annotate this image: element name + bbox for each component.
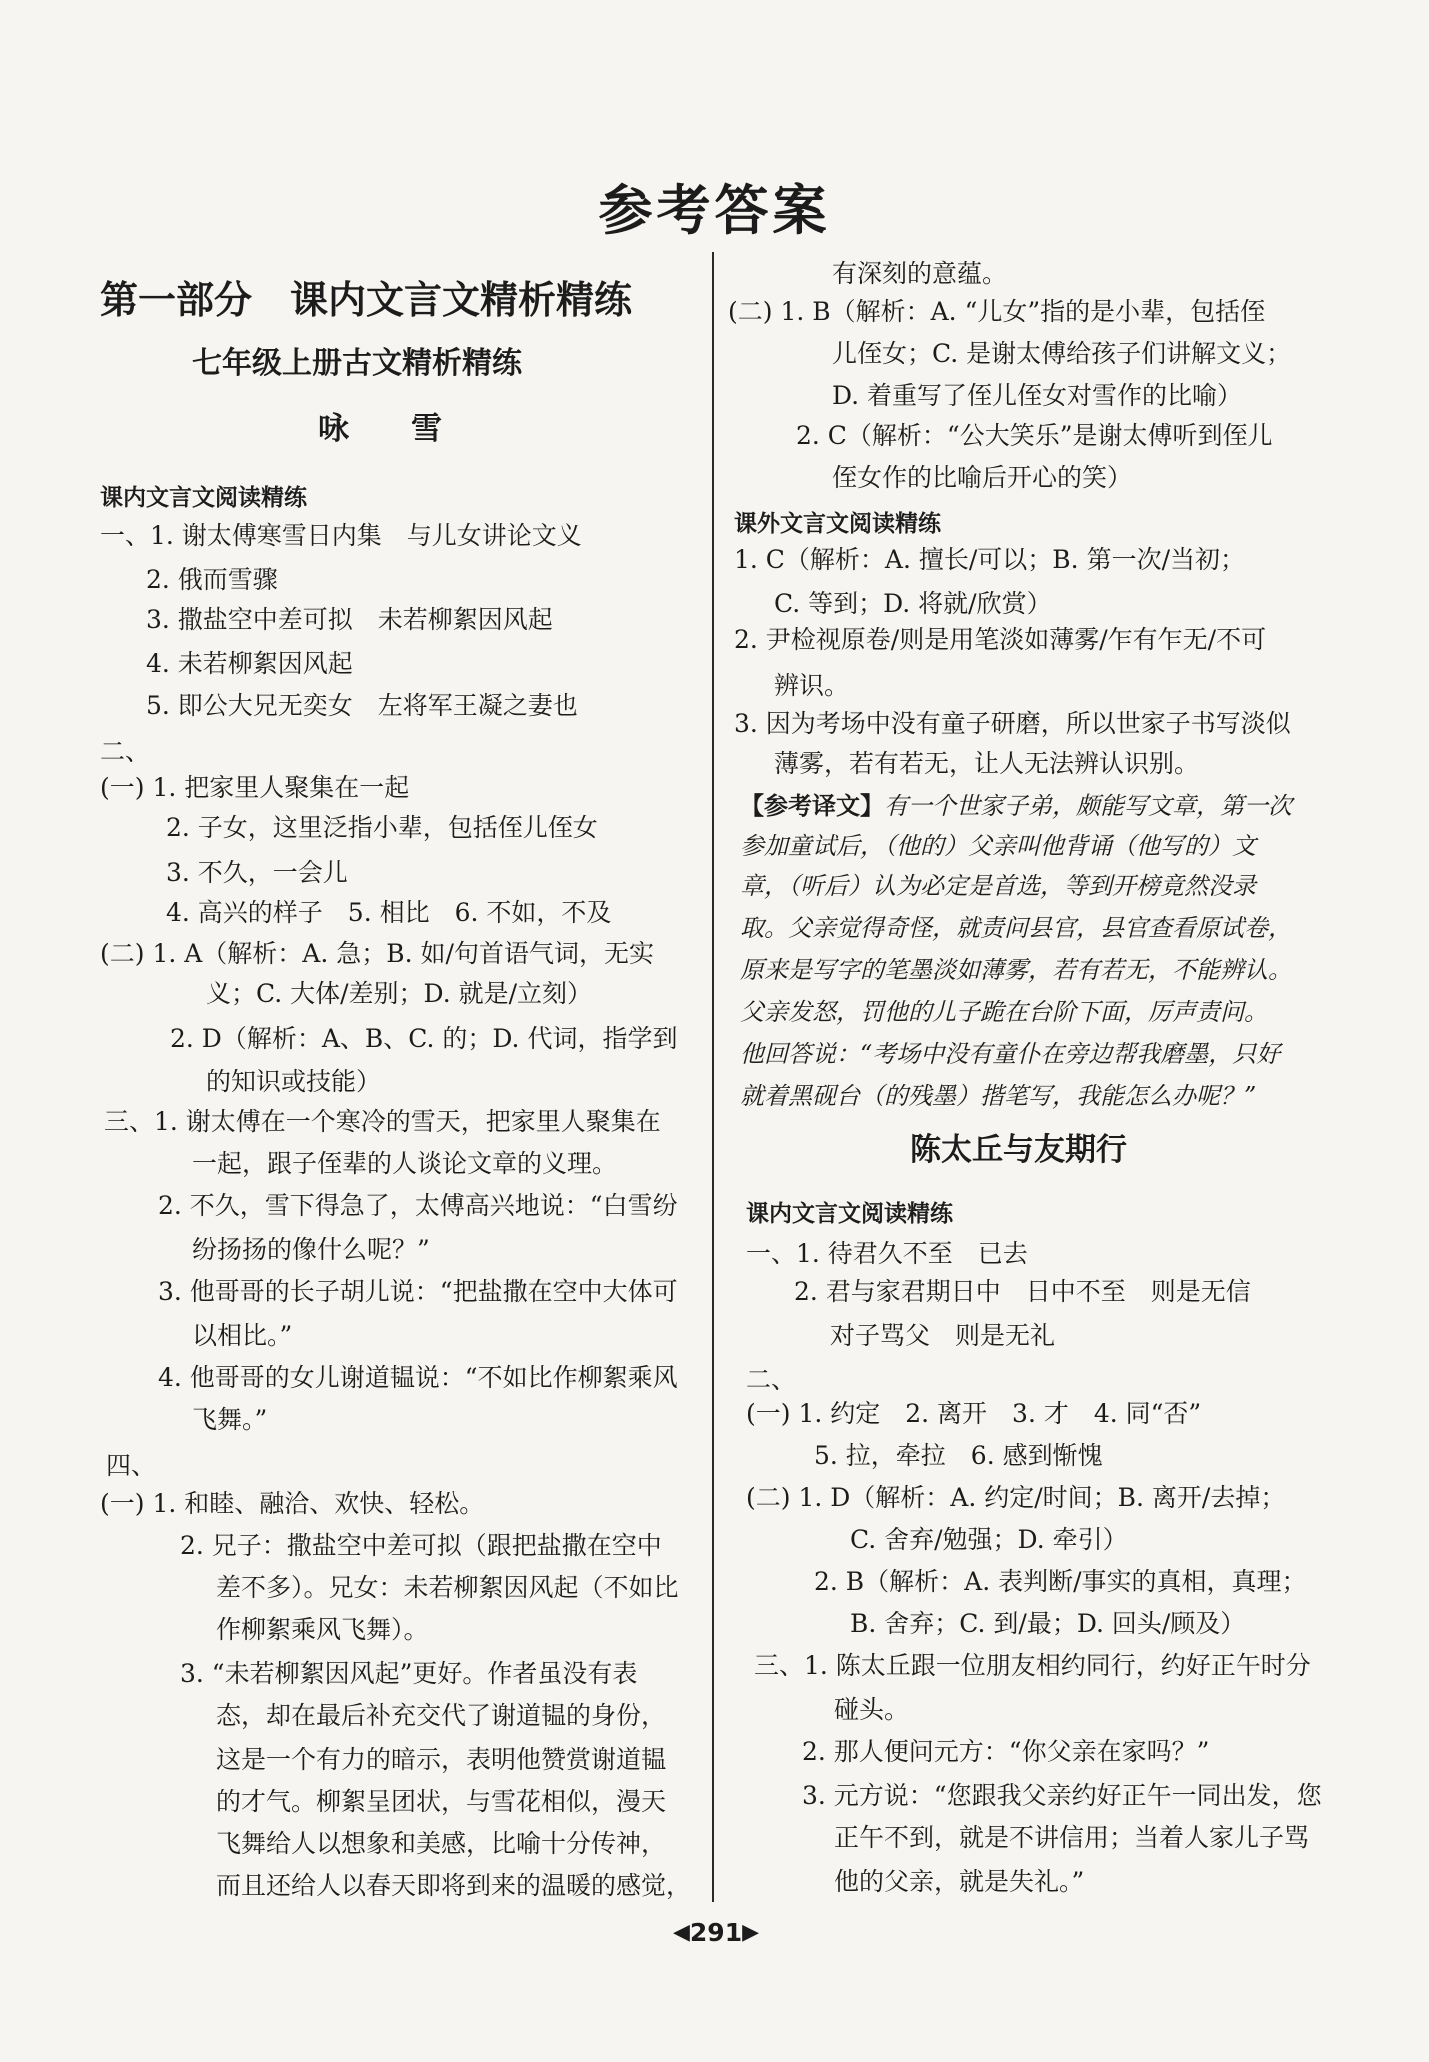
translation-line: 参加童试后，（他的）父亲叫他背诵（他写的）文	[740, 832, 1256, 860]
page-title: 参考答案	[598, 179, 831, 242]
answer-line: 一、1. 待君久不至 已去	[746, 1239, 1028, 1268]
translation-line: 他回答说：“考场中没有童仆在旁边帮我磨墨，只好	[740, 1040, 1281, 1068]
grade-subtitle: 七年级上册古文精析精练	[192, 346, 522, 381]
answer-line: 2. 不久，雪下得急了，太傅高兴地说：“白雪纷	[158, 1191, 678, 1220]
answer-line: 2. C（解析：“公大笑乐”是谢太傅听到侄儿	[796, 421, 1273, 450]
translation-line	[740, 790, 1292, 822]
left-arrow-icon: ◀	[672, 1919, 690, 1945]
answer-line: 3. 他哥哥的长子胡儿说：“把盐撒在空中大体可	[158, 1277, 678, 1306]
translation-label: 【参考译文】	[740, 792, 884, 820]
answer-line: 对子骂父 则是无礼	[830, 1321, 1056, 1350]
answer-line: 薄雾，若有若无，让人无法辨认识别。	[774, 749, 1200, 778]
answer-line: B. 舍弃；C. 到/最；D. 回头/顾及）	[850, 1609, 1246, 1638]
translation-line: 就着黑砚台（的残墨）揩笔写，我能怎么办呢？”	[740, 1082, 1257, 1110]
answer-line: 作柳絮乘风飞舞）。	[216, 1615, 429, 1644]
page-number-text: 291	[689, 1917, 743, 1947]
answer-line: 5. 即公大兄无奕女 左将军王凝之妻也	[146, 691, 578, 720]
answer-line: 二、	[746, 1365, 797, 1394]
answer-line: 3. 因为考场中没有童子研磨，所以世家子书写淡似	[734, 709, 1291, 738]
right-arrow-icon: ▶	[742, 1919, 760, 1945]
answer-line: 3. “未若柳絮因风起”更好。作者虽没有表	[180, 1659, 638, 1688]
part-heading: 第一部分 课内文言文精析精练	[100, 278, 633, 322]
answer-line: D. 着重写了侄儿侄女对雪作的比喻）	[832, 381, 1243, 410]
page-number	[674, 1914, 758, 1950]
answer-line: 4. 他哥哥的女儿谢道韫说：“不如比作柳絮乘风	[158, 1363, 678, 1392]
answer-line: (二) 1. B（解析：A. “儿女”指的是小辈，包括侄	[728, 297, 1266, 326]
column-divider	[712, 252, 714, 1902]
answer-line: 4. 高兴的样子 5. 相比 6. 不如，不及	[166, 898, 612, 927]
answer-line: 三、1. 谢太傅在一个寒冷的雪天，把家里人聚集在	[104, 1107, 661, 1136]
answer-line: 侄女作的比喻后开心的笑）	[832, 463, 1133, 492]
answer-line: 这是一个有力的暗示，表明他赞赏谢道韫	[216, 1745, 667, 1774]
answer-line: 碰头。	[834, 1695, 910, 1724]
answer-line: (二) 1. A（解析：A. 急；B. 如/句首语气词，无实	[100, 939, 654, 968]
answer-line: 2. 君与家君期日中 日中不至 则是无信	[794, 1277, 1251, 1306]
answer-line: 他的父亲，就是失礼。”	[834, 1867, 1085, 1896]
answer-line: 而且还给人以春天即将到来的温暖的感觉，	[216, 1871, 692, 1900]
section-heading: 课内文言文阅读精练	[100, 485, 307, 511]
answer-line: 义；C. 大体/差别；D. 就是/立刻）	[206, 979, 593, 1008]
answer-line: 态，却在最后补充交代了谢道韫的身份，	[216, 1701, 667, 1730]
answer-line: 飞舞给人以想象和美感，比喻十分传神，	[216, 1829, 667, 1858]
translation-line: 取。父亲觉得奇怪，就责问县官，县官查看原试卷，	[740, 914, 1292, 942]
answer-line: 差不多）。兄女：未若柳絮因风起（不如比	[216, 1573, 679, 1602]
answer-line: (一) 1. 把家里人聚集在一起	[100, 773, 410, 802]
answer-line: 二、	[100, 737, 151, 766]
answer-line: 3. 撒盐空中差可拟 未若柳絮因风起	[146, 605, 553, 634]
answer-line: 飞舞。”	[192, 1405, 268, 1434]
answer-line: (一) 1. 约定 2. 离开 3. 才 4. 同“否”	[746, 1399, 1202, 1428]
answer-line: (一) 1. 和睦、融洽、欢快、轻松。	[100, 1489, 485, 1518]
answer-line: 2. 子女，这里泛指小辈，包括侄儿侄女	[166, 813, 598, 842]
answer-line: 1. C（解析：A. 擅长/可以；B. 第一次/当初；	[734, 545, 1245, 574]
answer-line: 3. 元方说：“您跟我父亲约好正午一同出发，您	[802, 1781, 1322, 1810]
answer-line: 3. 不久，一会儿	[166, 858, 348, 887]
answer-line: 正午不到，就是不讲信用；当着人家儿子骂	[834, 1823, 1310, 1852]
answer-line: 2. 那人便问元方：“你父亲在家吗？”	[802, 1737, 1210, 1766]
answer-line: 一、1. 谢太傅寒雪日内集 与儿女讲论文义	[100, 521, 582, 550]
answer-line: 5. 拉，牵拉 6. 感到惭愧	[814, 1441, 1103, 1470]
answer-line: C. 等到；D. 将就/欣赏）	[774, 589, 1052, 618]
answer-line: 四、	[106, 1451, 157, 1480]
section-heading: 课外文言文阅读精练	[734, 511, 941, 537]
answer-line: 儿侄女；C. 是谢太傅给孩子们讲解文义；	[832, 339, 1292, 368]
answer-line: 2. 俄而雪骤	[146, 565, 278, 594]
answer-line: (二) 1. D（解析：A. 约定/时间；B. 离开/去掉；	[746, 1483, 1286, 1512]
answer-line: 辨识。	[774, 671, 850, 700]
answer-line: 2. 尹检视原卷/则是用笔淡如薄雾/乍有乍无/不可	[734, 625, 1267, 654]
answer-line: 4. 未若柳絮因风起	[146, 649, 353, 678]
section-heading: 课内文言文阅读精练	[746, 1201, 953, 1227]
answer-line: 有深刻的意蕴。	[832, 259, 1008, 288]
answer-line: 纷扬扬的像什么呢？”	[192, 1235, 430, 1264]
answer-line: 2. B（解析：A. 表判断/事实的真相，真理；	[814, 1567, 1307, 1596]
answer-line: 2. D（解析：A、B、C. 的；D. 代词，指学到	[170, 1024, 678, 1053]
lesson-title: 陈太丘与友期行	[910, 1132, 1127, 1168]
translation-text: 有一个世家子弟，颇能写文章，第一次	[884, 792, 1292, 820]
translation-line: 章，（听后）认为必定是首选，等到开榜竟然没录	[740, 872, 1256, 900]
answer-line: 的才气。柳絮呈团状，与雪花相似，漫天	[216, 1787, 667, 1816]
answer-line: 三、1. 陈太丘跟一位朋友相约同行，约好正午时分	[754, 1651, 1311, 1680]
translation-line: 原来是写字的笔墨淡如薄雾，若有若无，不能辨认。	[740, 956, 1292, 984]
answer-line: C. 舍弃/勉强；D. 牵引）	[850, 1525, 1128, 1554]
translation-line: 父亲发怒，罚他的儿子跪在台阶下面，厉声责问。	[740, 998, 1268, 1026]
lesson-title: 咏 雪	[318, 411, 442, 447]
answer-line: 以相比。”	[192, 1321, 293, 1350]
answer-line: 2. 兄子：撒盐空中差可拟（跟把盐撒在空中	[180, 1531, 662, 1560]
answer-line: 的知识或技能）	[206, 1067, 382, 1096]
answer-line: 一起，跟子侄辈的人谈论文章的义理。	[192, 1149, 618, 1178]
